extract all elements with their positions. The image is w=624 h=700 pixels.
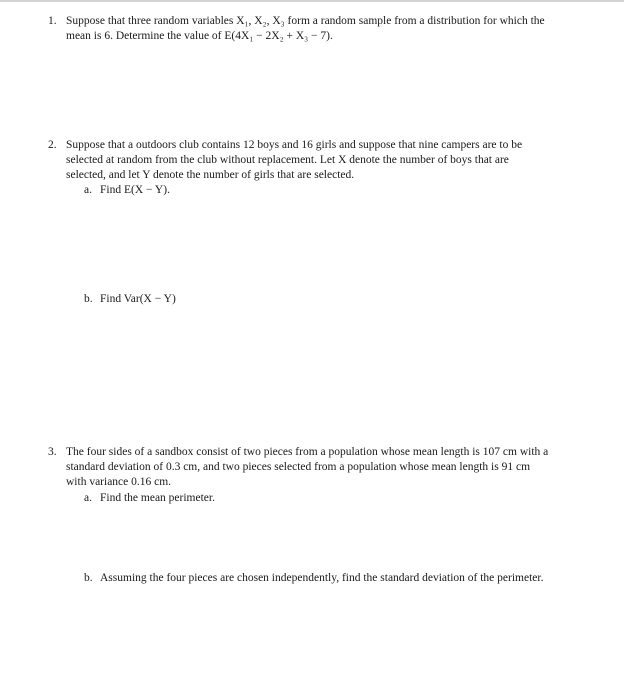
question-text-line: Suppose that a outdoors club contains 12 boys and 16 girls and suppose that nine campers are to be bbox=[66, 139, 523, 151]
question-2-part-b bbox=[84, 292, 176, 307]
question-3 bbox=[48, 445, 600, 490]
part-label: b. bbox=[84, 293, 93, 305]
question-text-line: with variance 0.16 cm. bbox=[66, 476, 172, 488]
question-3-part-a bbox=[84, 491, 215, 506]
question-1 bbox=[48, 14, 600, 44]
question-text-line: selected, and let Y denote the number of girls that are selected. bbox=[66, 169, 355, 181]
part-text: Assuming the four pieces are chosen independently, find the standard deviation of the perimeter. bbox=[100, 572, 544, 584]
part-label: a. bbox=[84, 184, 92, 196]
question-number: 2. bbox=[48, 139, 57, 151]
top-divider bbox=[0, 0, 624, 2]
question-number: 1. bbox=[48, 15, 57, 27]
part-label: b. bbox=[84, 572, 93, 584]
question-text-line: mean is 6. Determine the value of E(4X₁ − 2X₂ + X₃ − 7). bbox=[66, 30, 333, 42]
question-text-line: The four sides of a sandbox consist of two pieces from a population whose mean length is 107 cm with a bbox=[66, 446, 549, 458]
question-3-part-b bbox=[84, 571, 543, 586]
question-2 bbox=[48, 138, 600, 183]
question-text-line: standard deviation of 0.3 cm, and two pieces selected from a population whose mean length is 91 cm bbox=[66, 461, 531, 473]
question-number: 3. bbox=[48, 446, 57, 458]
question-text-line: Suppose that three random variables X₁, X₂, X₃ form a random sample from a distribution for which the bbox=[66, 15, 545, 27]
part-text: Find the mean perimeter. bbox=[100, 492, 215, 504]
question-2-part-a bbox=[84, 183, 170, 198]
part-text: Find E(X − Y). bbox=[100, 184, 170, 196]
question-text-line: selected at random from the club without replacement. Let X denote the number of boys that are bbox=[66, 154, 509, 166]
part-label: a. bbox=[84, 492, 92, 504]
part-text: Find Var(X − Y) bbox=[100, 293, 176, 305]
